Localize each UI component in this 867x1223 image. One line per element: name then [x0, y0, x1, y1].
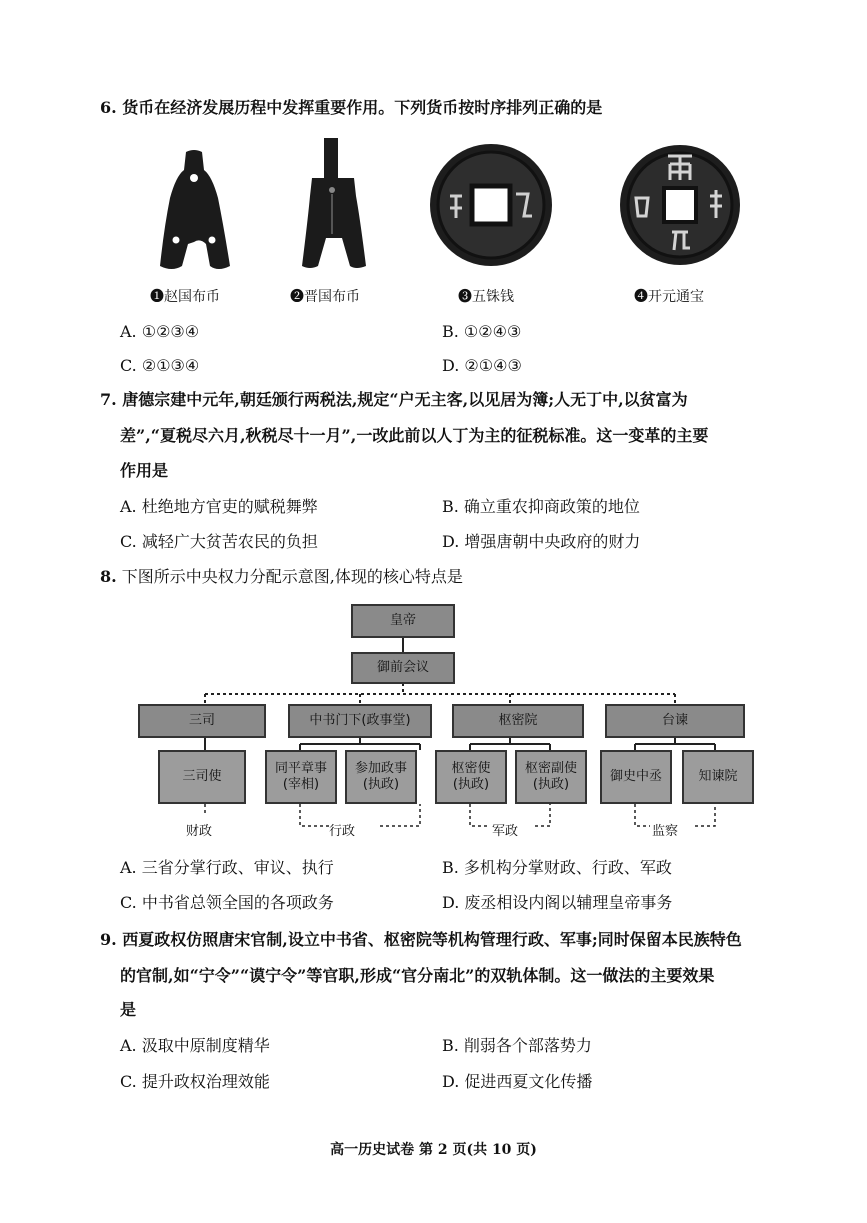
q7-stem-line3: 作用是: [120, 461, 169, 480]
label-military: 军政: [492, 824, 519, 839]
q7-text-1: 唐德宗建中元年,朝廷颁行两税法,规定“户无主客,以见居为簿;人无丁中,以贫富为: [122, 390, 688, 409]
q8-option-c[interactable]: C. 中书省总领全国的各项政务: [120, 893, 334, 912]
box-sansishi-label: 三司使: [182, 769, 222, 784]
coin-caption-3: ❸五铢钱: [458, 289, 514, 305]
box-taijian: [605, 704, 745, 738]
q8-option-a[interactable]: A. 三省分掌行政、审议、执行: [120, 858, 334, 877]
box-zhongshu-label: 中书门下(政事堂): [309, 713, 411, 728]
q9-stem-line2: 的官制,如“宁令”“谟宁令”等官职,形成“官分南北”的双轨体制。这一做法的主要效果: [120, 966, 715, 985]
label-admin: 行政: [329, 824, 356, 839]
box-canzhi: [345, 750, 417, 804]
coin-caption-2: ❷晋国布币: [290, 289, 360, 305]
round-coin-wuzhu-icon: [428, 142, 554, 268]
page-footer: 高一历史试卷 第 2 页(共 10 页): [330, 1142, 537, 1158]
box-tongping: [265, 750, 337, 804]
q6-text: 货币在经济发展历程中发挥重要作用。下列货币按时序排列正确的是: [122, 98, 603, 117]
coin-caption-4: ❹开元通宝: [634, 289, 704, 305]
q7-option-d[interactable]: D. 增强唐朝中央政府的财力: [442, 532, 641, 551]
box-sansi: [138, 704, 266, 738]
box-tongping-title: 同平章事: [274, 761, 327, 776]
box-yushi: [600, 750, 672, 804]
q9-text-1: 西夏政权仿照唐宋官制,设立中书省、枢密院等机构管理行政、军事;同时保留本民族特色: [122, 930, 742, 949]
q6-option-b[interactable]: B. ①②④③: [442, 322, 522, 341]
q9-option-c[interactable]: C. 提升政权治理效能: [120, 1072, 270, 1091]
box-shumifushi-title: 枢密副使: [524, 761, 577, 776]
box-shumifushi-note: (执政): [532, 777, 570, 792]
q7-stem-line1: [100, 389, 688, 411]
coin-caption-1: ❶赵国布币: [150, 289, 220, 305]
box-zhongshu: [288, 704, 432, 738]
q6-option-d[interactable]: D. ②①④③: [442, 356, 522, 375]
q9-number: 9.: [100, 930, 117, 949]
box-emperor-label: 皇帝: [389, 613, 416, 628]
box-tongping-note: (宰相): [282, 777, 320, 792]
round-coin-kaiyuan-icon: [618, 142, 742, 268]
q9-stem-line3: 是: [120, 1000, 137, 1019]
box-yushi-label: 御史中丞: [609, 769, 662, 784]
box-emperor: [351, 604, 455, 638]
box-shumi: [452, 704, 584, 738]
label-supervise: 监察: [652, 824, 679, 839]
box-shumifushi: [515, 750, 587, 804]
box-canzhi-title: 参加政事: [354, 761, 407, 776]
q9-stem-line1: [100, 929, 742, 951]
q8-stem: [100, 566, 463, 588]
label-finance: 财政: [186, 824, 213, 839]
box-sansi-label: 三司: [188, 713, 215, 728]
q9-option-b[interactable]: B. 削弱各个部落势力: [442, 1036, 592, 1055]
box-shumishi-title: 枢密使: [451, 761, 491, 776]
q7-option-c[interactable]: C. 减轻广大贫苦农民的负担: [120, 532, 318, 551]
spade-coin-zhao-icon: [152, 148, 236, 276]
box-sansishi: [158, 750, 246, 804]
box-council-label: 御前会议: [376, 660, 429, 675]
q9-option-d[interactable]: D. 促进西夏文化传播: [442, 1072, 593, 1091]
q7-number: 7.: [100, 390, 117, 409]
box-zhijian: [682, 750, 754, 804]
q7-stem-line2: 差”,“夏税尽六月,秋税尽十一月”,一改此前以人丁为主的征税标准。这一变革的主要: [120, 426, 709, 445]
box-zhijian-label: 知谏院: [698, 769, 738, 784]
q6-option-a[interactable]: A. ①②③④: [120, 322, 200, 341]
q7-option-b[interactable]: B. 确立重农抑商政策的地位: [442, 497, 640, 516]
box-taijian-label: 台谏: [661, 713, 688, 728]
q8-option-d[interactable]: D. 废丞相设内阁以辅理皇帝事务: [442, 893, 673, 912]
q7-option-a[interactable]: A. 杜绝地方官吏的赋税舞弊: [120, 497, 318, 516]
box-shumi-label: 枢密院: [498, 713, 538, 728]
box-shumishi: [435, 750, 507, 804]
box-canzhi-note: (执政): [362, 777, 400, 792]
box-council: [351, 652, 455, 684]
box-shumishi-note: (执政): [452, 777, 490, 792]
q8-text: 下图所示中央权力分配示意图,体现的核心特点是: [121, 567, 463, 586]
q8-option-b[interactable]: B. 多机构分掌财政、行政、军政: [442, 858, 672, 877]
q6-option-c[interactable]: C. ②①③④: [120, 356, 200, 375]
q6-stem: [100, 97, 602, 119]
spade-coin-jin-icon: [296, 138, 372, 278]
q8-number: 8.: [100, 567, 117, 586]
q9-option-a[interactable]: A. 汲取中原制度精华: [120, 1036, 270, 1055]
q6-number: 6.: [100, 98, 117, 117]
